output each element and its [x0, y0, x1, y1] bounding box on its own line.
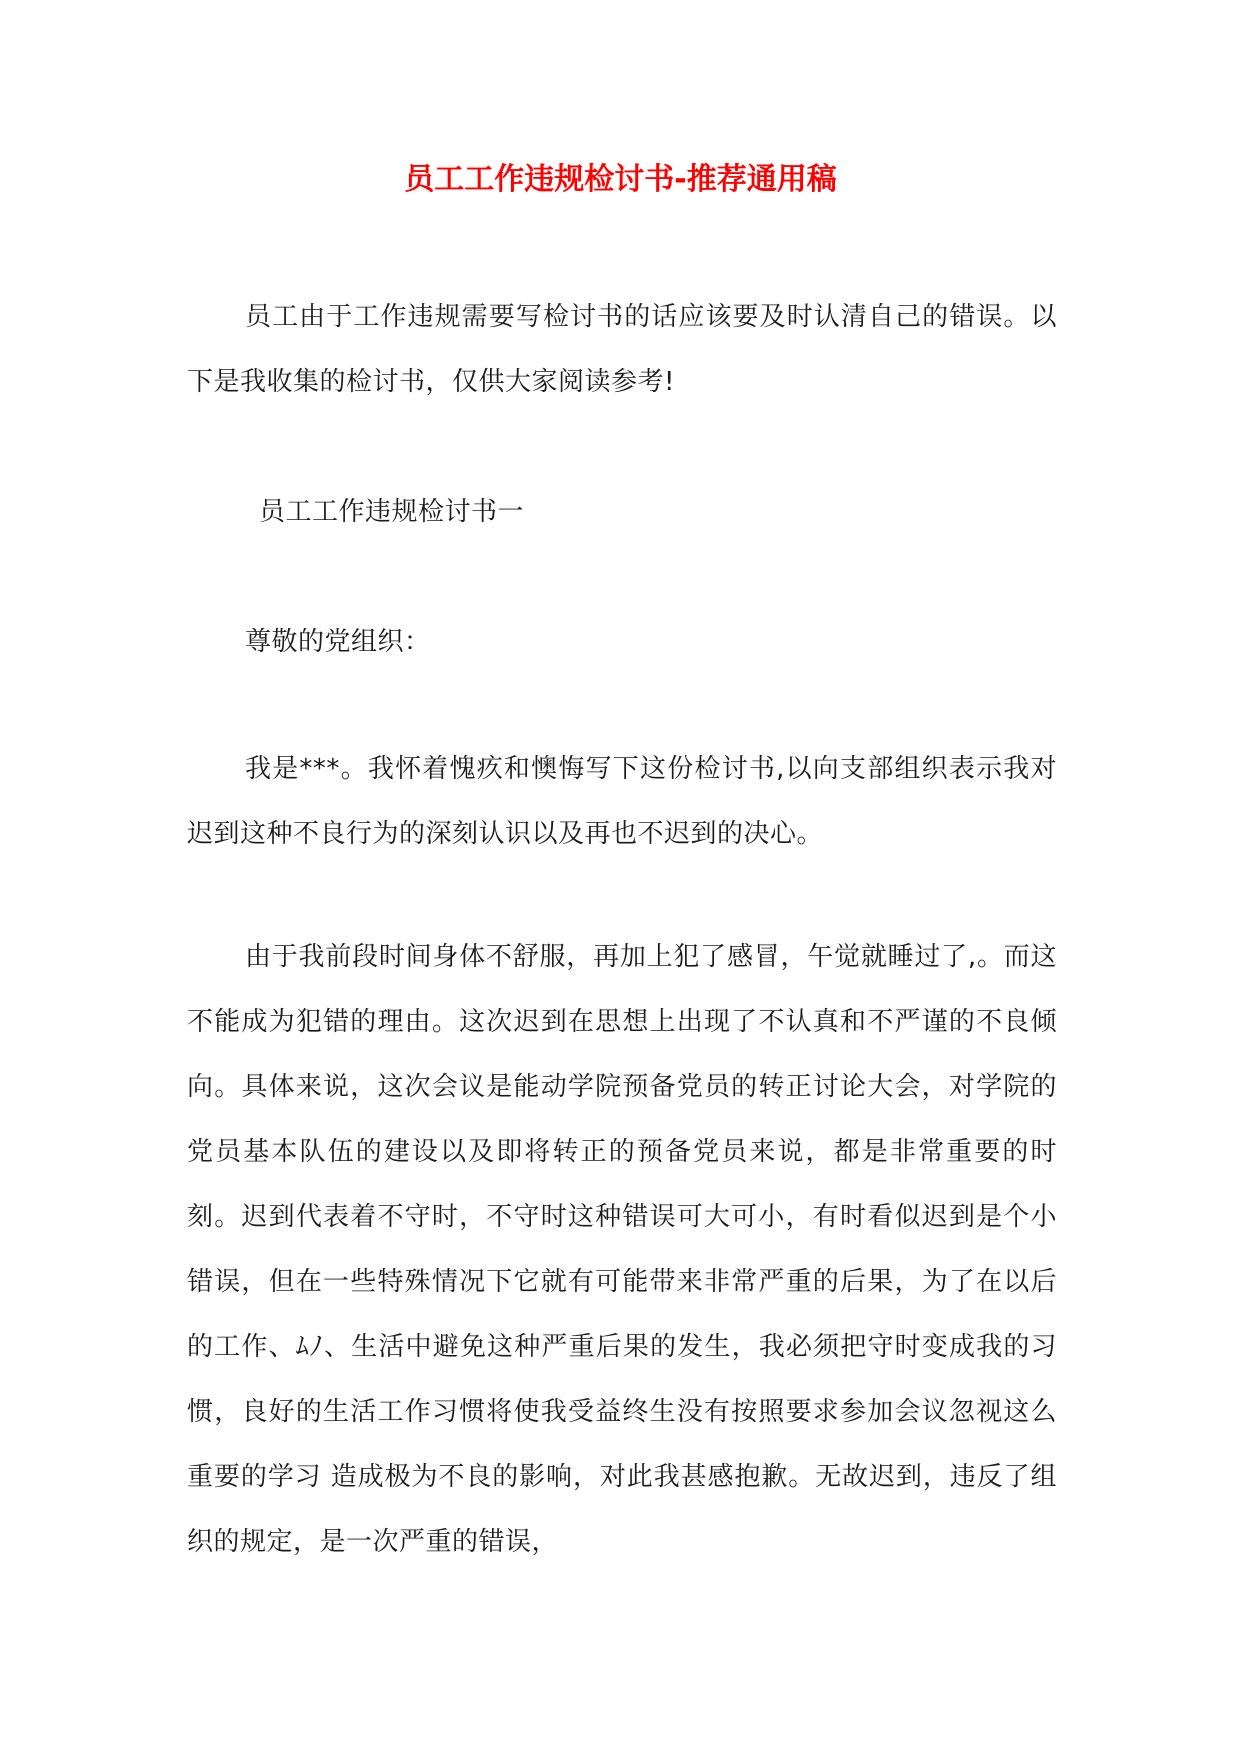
body-paragraph-1: 我是***。我怀着愧疚和懊悔写下这份检讨书,以向支部组织表示我对迟到这种不良行为的深刻认识以及再也不迟到的决心。 [187, 754, 1057, 849]
salutation: 尊敬的党组织： [245, 627, 431, 657]
body-paragraph-2: 由于我前段时间身体不舒服，再加上犯了感冒，午觉就睡过了,。而这不能成为犯错的理由。这次迟到在思想上出现了不认真和不严谨的不良倾向。具体来说，这次会议是能动学院预备党员的转正讨论大会，对学院的党员基本队伍的建设以及即将转正的预备党员来说，都是非常重要的时刻。迟到代表着不守时，不守时这种错误可大可小，有时看似迟到是个小错误，但在一些特殊情况下它就有可能带来非常严重的后果，为了在以后的工作、ﾑﾉ、生活中避免这种严重后果的发生，我必须把守时变成我的习惯，良好的生活工作习惯将使我受益终生没有按照要求参加会议忽视这么重要的学习 造成极为不良的影响，对此我甚感抱歉。无故迟到，违反了组织的规定，是一次严重的错误， [187, 942, 1057, 1557]
intro-paragraph: 员工由于工作违规需要写检讨书的话应该要及时认清自己的错误。以下是我收集的检讨书，仅供大家阅读参考! [187, 302, 1057, 397]
section-heading: 员工工作违规检讨书一 [259, 497, 525, 527]
document-title: 员工工作违规检讨书-推荐通用稿 [404, 162, 837, 197]
